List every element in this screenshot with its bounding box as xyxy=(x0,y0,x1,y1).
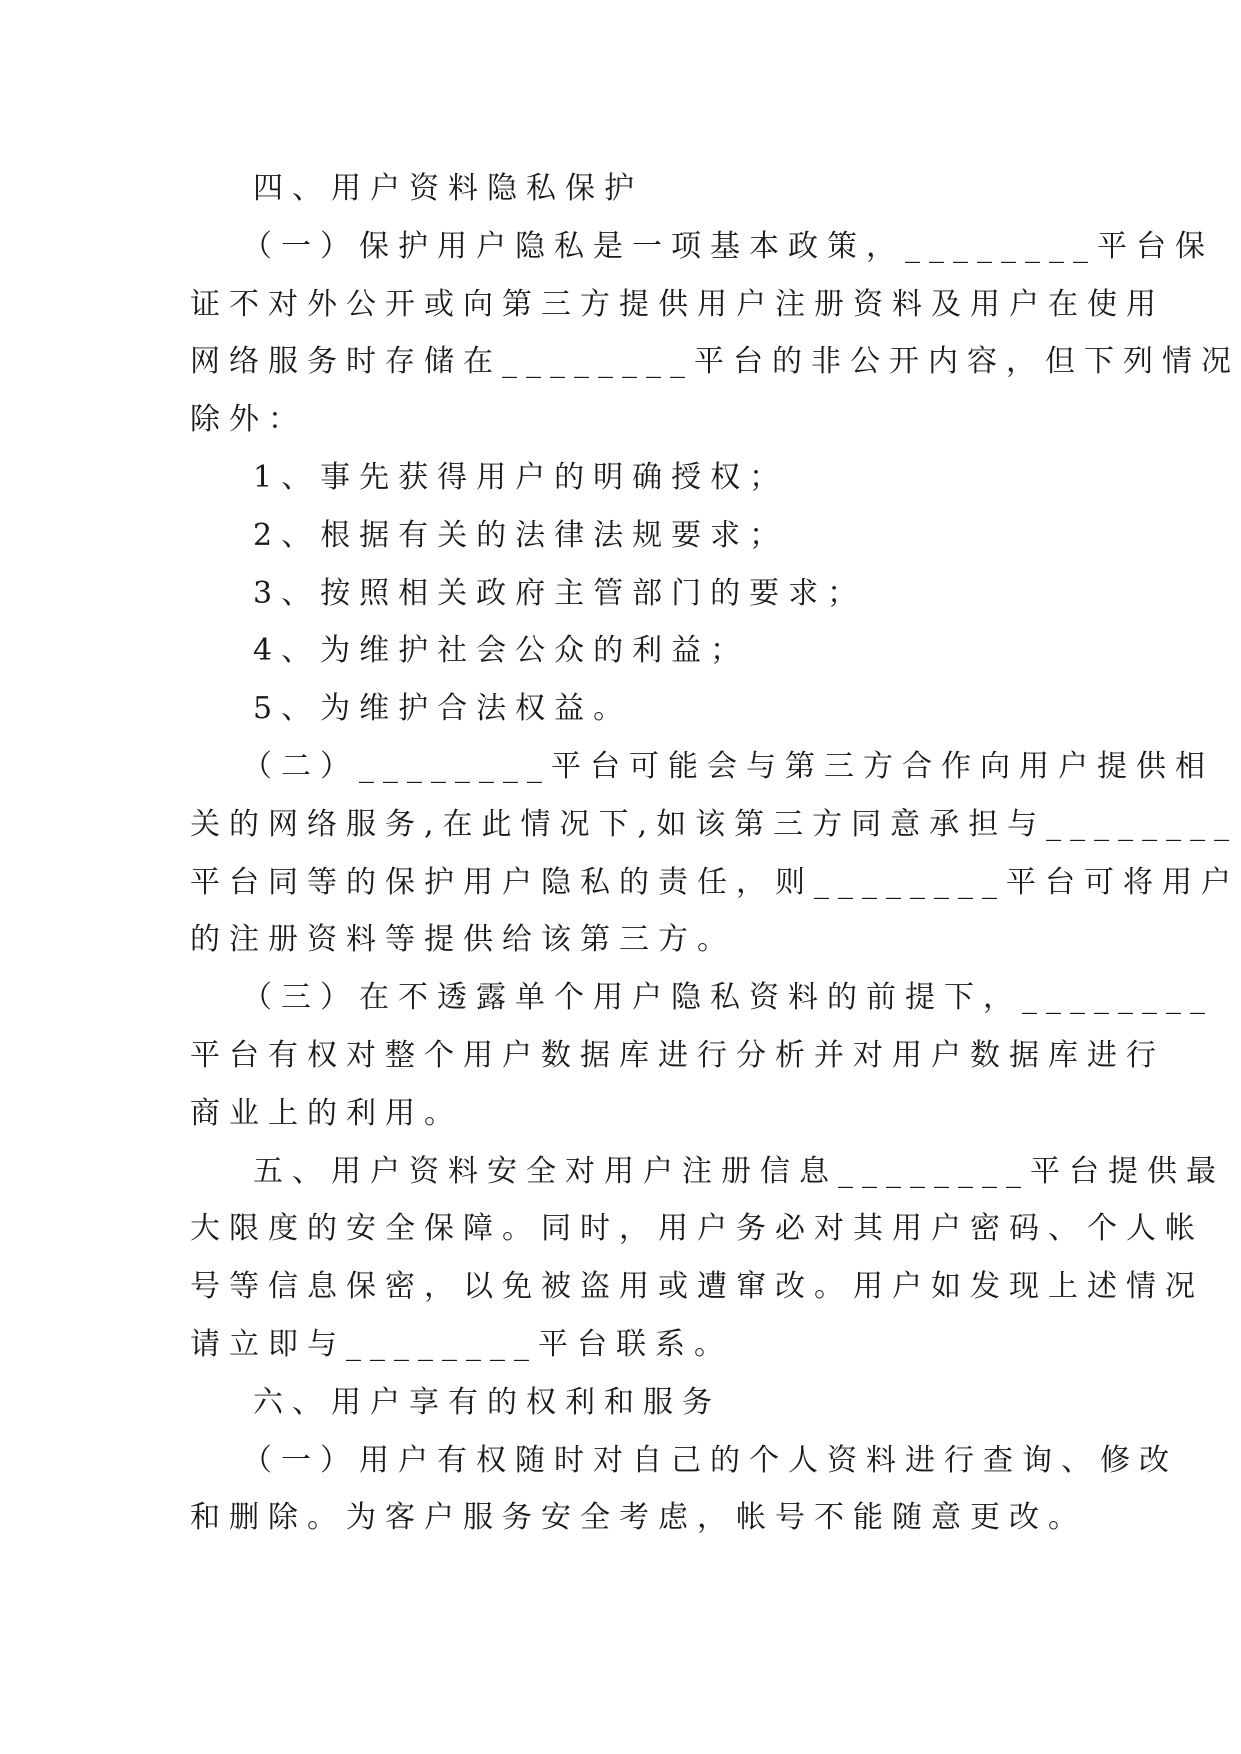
paragraph-line: （一）保护用户隐私是一项基本政策，________平台保 xyxy=(242,228,1214,264)
list-item: 2、根据有关的法律法规要求； xyxy=(253,517,789,553)
section-heading: 四、用户资料隐私保护 xyxy=(253,171,643,206)
paragraph-line: 证不对外公开或向第三方提供用户注册资料及用户在使用 xyxy=(190,286,1165,322)
document-page xyxy=(190,160,1240,1547)
paragraph-line: 平台同等的保护用户隐私的责任，则________平台可将用户 xyxy=(190,864,1240,900)
list-item: 4、为维护社会公众的利益； xyxy=(253,633,750,669)
paragraph-line: 除外： xyxy=(190,402,307,438)
paragraph-line: 和删除。为客户服务安全考虑，帐号不能随意更改。 xyxy=(190,1500,1087,1536)
section-heading: 六、用户享有的权利和服务 xyxy=(253,1384,721,1420)
paragraph-line: （二）________平台可能会与第三方合作向用户提供相 xyxy=(242,748,1214,784)
paragraph-line: 关的网络服务,在此情况下,如该第三方同意承担与________ xyxy=(190,806,1239,842)
list-item: 1、事先获得用户的明确授权； xyxy=(253,459,789,495)
paragraph-line: 请立即与________平台联系。 xyxy=(190,1326,733,1362)
paragraph-line: （一）用户有权随时对自己的个人资料进行查询、修改 xyxy=(242,1442,1178,1478)
paragraph-line: 平台有权对整个用户数据库进行分析并对用户数据库进行 xyxy=(190,1037,1165,1073)
paragraph-line: 商业上的利用。 xyxy=(190,1095,463,1131)
paragraph-line: 号等信息保密，以免被盗用或遭窜改。用户如发现上述情况 xyxy=(190,1269,1204,1305)
paragraph-line: （三）在不透露单个用户隐私资料的前提下，________ xyxy=(242,980,1214,1016)
paragraph-line: 网络服务时存储在________平台的非公开内容，但下列情况 xyxy=(190,344,1240,380)
paragraph-line: 的注册资料等提供给该第三方。 xyxy=(190,922,736,958)
section-heading: 五、用户资料安全对用户注册信息________平台提供最 xyxy=(253,1153,1225,1189)
list-item: 5、为维护合法权益。 xyxy=(253,691,633,727)
list-item: 3、按照相关政府主管部门的要求； xyxy=(253,575,867,611)
paragraph-line: 大限度的安全保障。同时，用户务必对其用户密码、个人帐 xyxy=(190,1211,1204,1247)
